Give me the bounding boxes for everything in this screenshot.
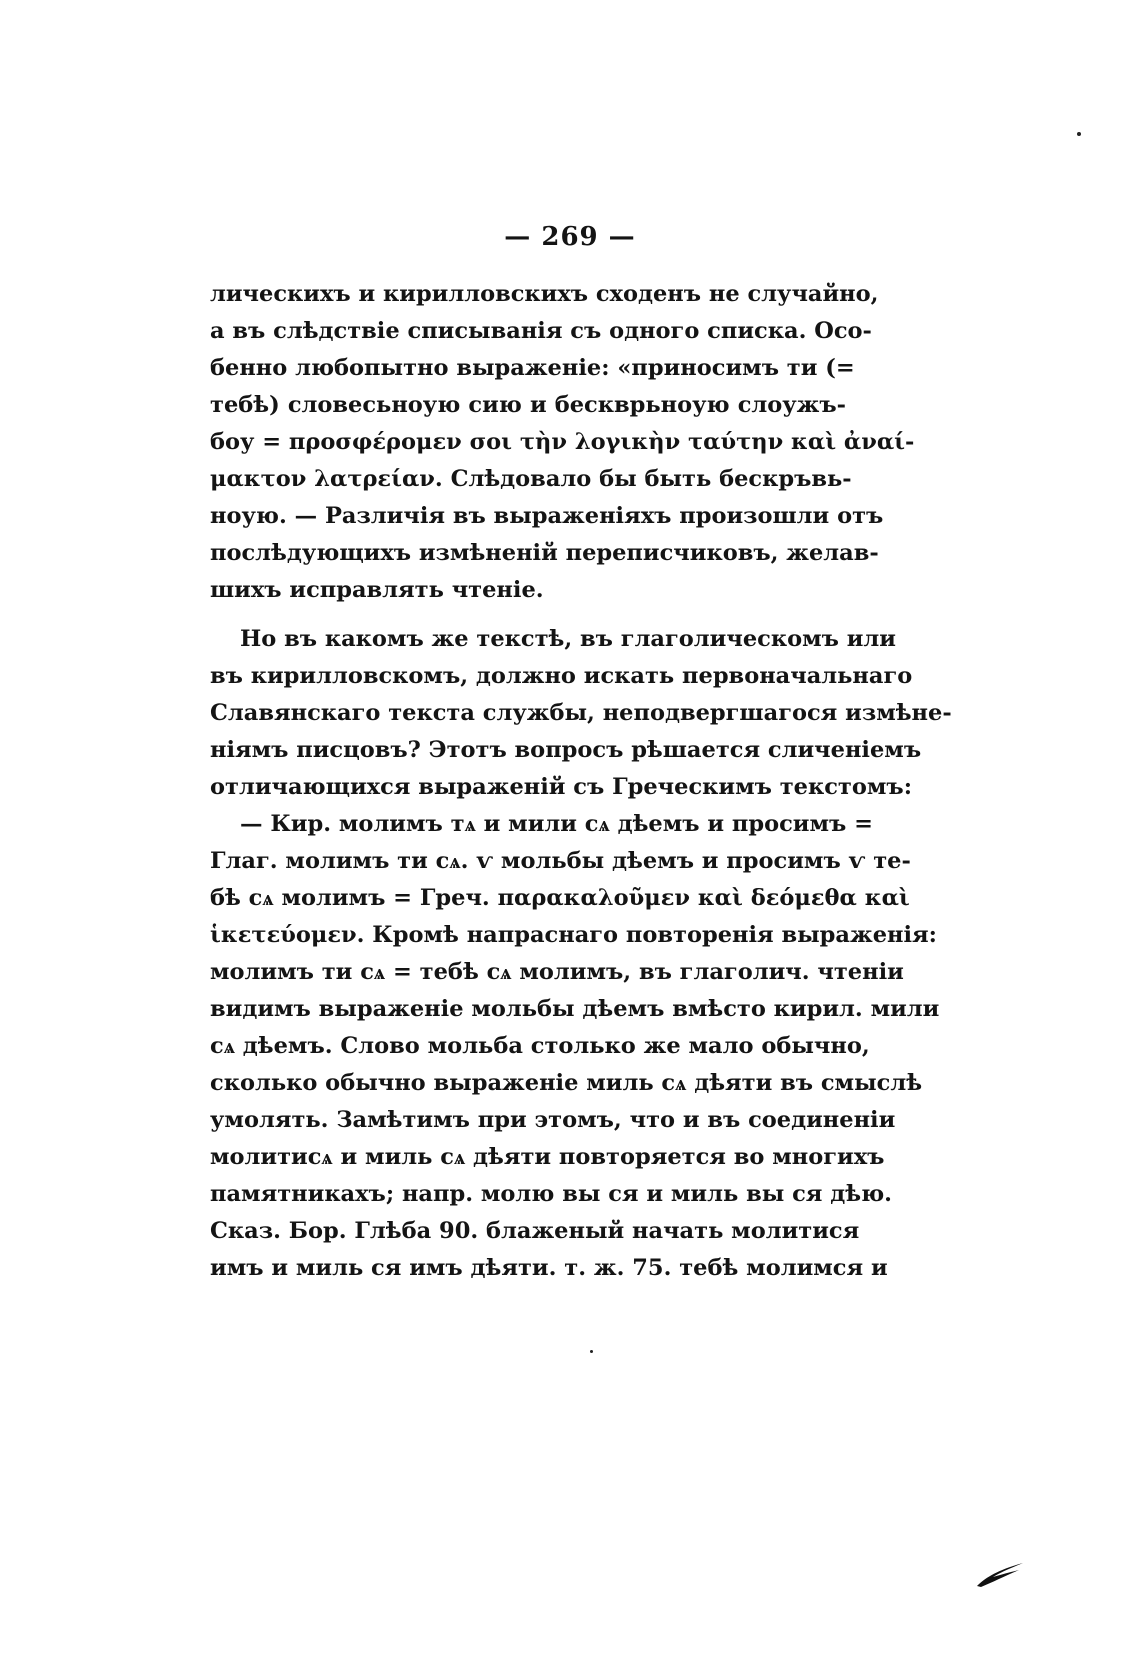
- text-line: бенно любопытно выраженіе: «приносимъ ти (=: [210, 355, 855, 381]
- text-line: послѣдующихъ измѣненій переписчиковъ, желав-: [210, 540, 879, 566]
- text-line: а въ слѣдствіе списыванія съ одного списка. Осо-: [210, 318, 872, 344]
- text-line: бѣ сѧ молимъ = Греч. παρακαλοῦμεν καὶ δεόμεθα καὶ: [210, 885, 910, 911]
- text-line: Но въ какомъ же текстѣ, въ глаголическомъ или: [240, 626, 896, 652]
- paragraph-gap: [210, 609, 846, 621]
- text-line: ἱκετεύομεν. Кромѣ напраснаго повторенія выраженія:: [210, 922, 937, 948]
- text-line: отличающихся выраженій съ Греческимъ текстомъ:: [210, 774, 912, 800]
- text-line: боу = προσφέρομεν σοι τὴν λογικὴν ταύτην καὶ ἀναί-: [210, 429, 915, 455]
- text-line: — Кир. молимъ тѧ и мили сѧ дѣемъ и просимъ =: [240, 811, 873, 837]
- text-line: Славянскаго текста службы, неподвергшагося измѣне-: [210, 700, 952, 726]
- text-line: видимъ выраженіе мольбы дѣемъ вмѣсто кирил. мили: [210, 996, 940, 1022]
- text-line: Глаг. молимъ ти сѧ. ѵ мольбы дѣемъ и просимъ ѵ те-: [210, 848, 911, 874]
- text-line: въ кирилловскомъ, должно искать первоначальнаго: [210, 663, 913, 689]
- text-line: памятникахъ; напр. молю вы ся и миль вы ся дѣю.: [210, 1181, 892, 1207]
- text-line: тебѣ) словесьноую сию и бескврьноую слоужъ-: [210, 392, 846, 418]
- text-line: лическихъ и кирилловскихъ сходенъ не случайно,: [210, 281, 879, 307]
- scan-speck: [1077, 132, 1081, 136]
- text-line: сколько обычно выраженіе миль сѧ дѣяти въ смыслѣ: [210, 1070, 923, 1096]
- page-number: — 269 —: [504, 222, 636, 252]
- text-line: Сказ. Бор. Глѣба 90. блаженый начать молитися: [210, 1218, 860, 1244]
- text-line: ноую. — Различія въ выраженіяхъ произошли отъ: [210, 503, 884, 529]
- text-line: молитисѧ и миль сѧ дѣяти повторяется во многихъ: [210, 1144, 885, 1170]
- text-line: сѧ дѣемъ. Слово мольба столько же мало обычно,: [210, 1033, 870, 1059]
- text-line: μακτον λατρείαν. Слѣдовало бы быть бескръвь-: [210, 466, 852, 492]
- text-line: молимъ ти сѧ = тебѣ сѧ молимъ, въ глаголич. чтеніи: [210, 959, 904, 985]
- body-text: [210, 276, 952, 1287]
- text-line: умолять. Замѣтимъ при этомъ, что и въ соединеніи: [210, 1107, 896, 1133]
- text-line: ніямъ писцовъ? Этотъ вопросъ рѣшается сличеніемъ: [210, 737, 922, 763]
- quill-mark-icon: [975, 1560, 1025, 1588]
- scan-speck: [590, 1350, 593, 1353]
- text-line: шихъ исправлять чтеніе.: [210, 577, 544, 603]
- text-line: имъ и миль ся имъ дѣяти. т. ж. 75. тебѣ молимся и: [210, 1255, 888, 1281]
